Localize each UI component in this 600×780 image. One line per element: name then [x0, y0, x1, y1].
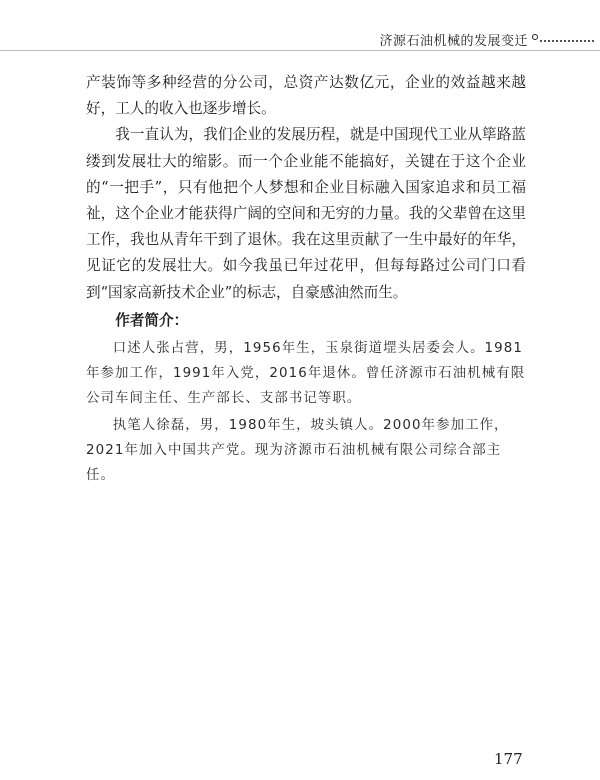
authors-heading: 作者简介：	[115, 311, 189, 329]
page-number: 177	[494, 750, 523, 768]
header-rule	[0, 50, 600, 51]
header-dotted-leader	[540, 40, 594, 42]
header-circle-ornament	[532, 34, 538, 40]
continuation-paragraph: 产装饰等多种经营的分公司，总资产达数亿元，企业的效益越来越好，工人的收入也逐步增长。	[86, 74, 526, 118]
author-bios	[86, 336, 526, 488]
page-body	[86, 70, 526, 488]
running-header-title: 济源石油机械的发展变迁	[379, 34, 528, 49]
body-paragraph: 我一直认为，我们企业的发展历程，就是中国现代工业从筚路蓝缕到发展壮大的缩影。而一个企业能不能搞好，关键在于这个企业的“一把手”，只有他把个人梦想和企业目标融入国家追求和员工福祉，这个企业才能获得广阔的空间和无穷的力量。我的父辈曾在这里工作，我也从青年干到了退休。我在这里贡献了一生中最好的年华，见证它的发展壮大。如今我虽已年过花甲，但每每路过公司门口看到“国家高新技术企业”的标志，自豪感油然而生。	[86, 126, 526, 301]
author-bio-narrator: 口述人张占营，男，1956年生，玉泉街道堽头居委会人。1981年参加工作，1991年入党，2016年退休。曾任济源市石油机械有限公司车间主任、生产部长、支部书记等职。	[86, 340, 526, 406]
author-bio-writer: 执笔人徐磊，男，1980年生，坡头镇人。2000年参加工作，2021年加入中国共产党。现为济源市石油机械有限公司综合部主任。	[86, 417, 509, 483]
running-header	[0, 0, 600, 52]
body-text	[86, 70, 526, 306]
